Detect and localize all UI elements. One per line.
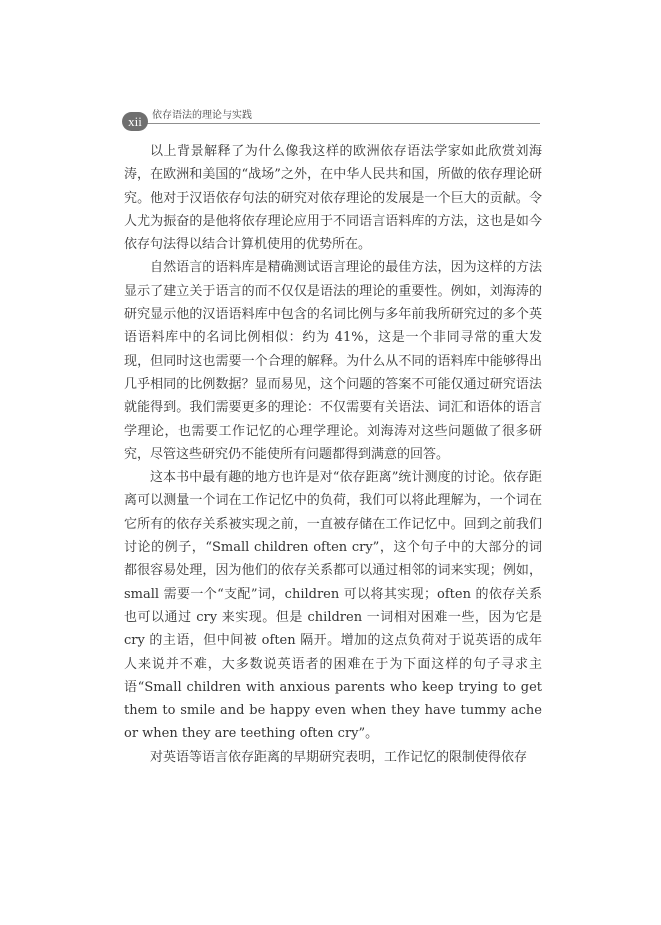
paragraph-3: 这本书中最有趣的地方也许是对“依存距离”统计测度的讨论。依存距离可以测量一个词在工作记忆中的负荷，我们可以将此理解为，一个词在它所有的依存关系被实现之前，一直被存储在工作记忆中。回到之前我们讨论的例子，“Small children often cry”，这个句子中的大部分的词都很容易处理，因为他们的依存关系都可以通过相邻的词来实现；例如，small 需要一个“支配”词，children 可以将其实现；often 的依存关系也可以通过 cry 来实现。但是 children 一词相对困难一些，因为它是 cry 的主语，但中间被 often 隔开。增加的这点负荷对于说英语的成年人来说并不难，大多数说英语者的困难在于为下面这样的句子寻求主语“Small children with anxious parents who keep trying to get them to smile and be happy even when they have tummy ache or when they are teething often cry”。 (124, 470, 542, 742)
header-rule (146, 123, 540, 124)
paragraph-4: 对英语等语言依存距离的早期研究表明，工作记忆的限制使得依存 (150, 749, 528, 765)
page-number-badge: xii (122, 112, 148, 131)
body-text (124, 140, 542, 769)
running-header (122, 108, 540, 132)
running-title: 依存语法的理论与实践 (152, 110, 252, 121)
paragraph-1: 以上背景解释了为什么像我这样的欧洲依存语法学家如此欣赏刘海涛，在欧洲和美国的“战场”之外，在中华人民共和国，所做的依存理论研究。他对于汉语依存句法的研究对依存理论的发展是一个巨大的贡献。令人尤为振奋的是他将依存理论应用于不同语言语料库的方法，这也是如今依存句法得以结合计算机使用的优势所在。 (124, 144, 542, 253)
paragraph-2: 自然语言的语料库是精确测试语言理论的最佳方法，因为这样的方法显示了建立关于语言的而不仅仅是语法的理论的重要性。例如，刘海涛的研究显示他的汉语语料库中包含的名词比例与多年前我所研究过的多个英语语料库中的名词比例相似：约为 41%，这是一个非同寻常的重大发现，但同时这也需要一个合理的解释。为什么从不同的语料库中能够得出几乎相同的比例数据？显而易见，这个问题的答案不可能仅通过研究语法就能得到。我们需要更多的理论：不仅需要有关语法、词汇和语体的语言学理论，也需要工作记忆的心理学理论。刘海涛对这些问题做了很多研究，尽管这些研究仍不能使所有问题都得到满意的回答。 (124, 260, 542, 462)
